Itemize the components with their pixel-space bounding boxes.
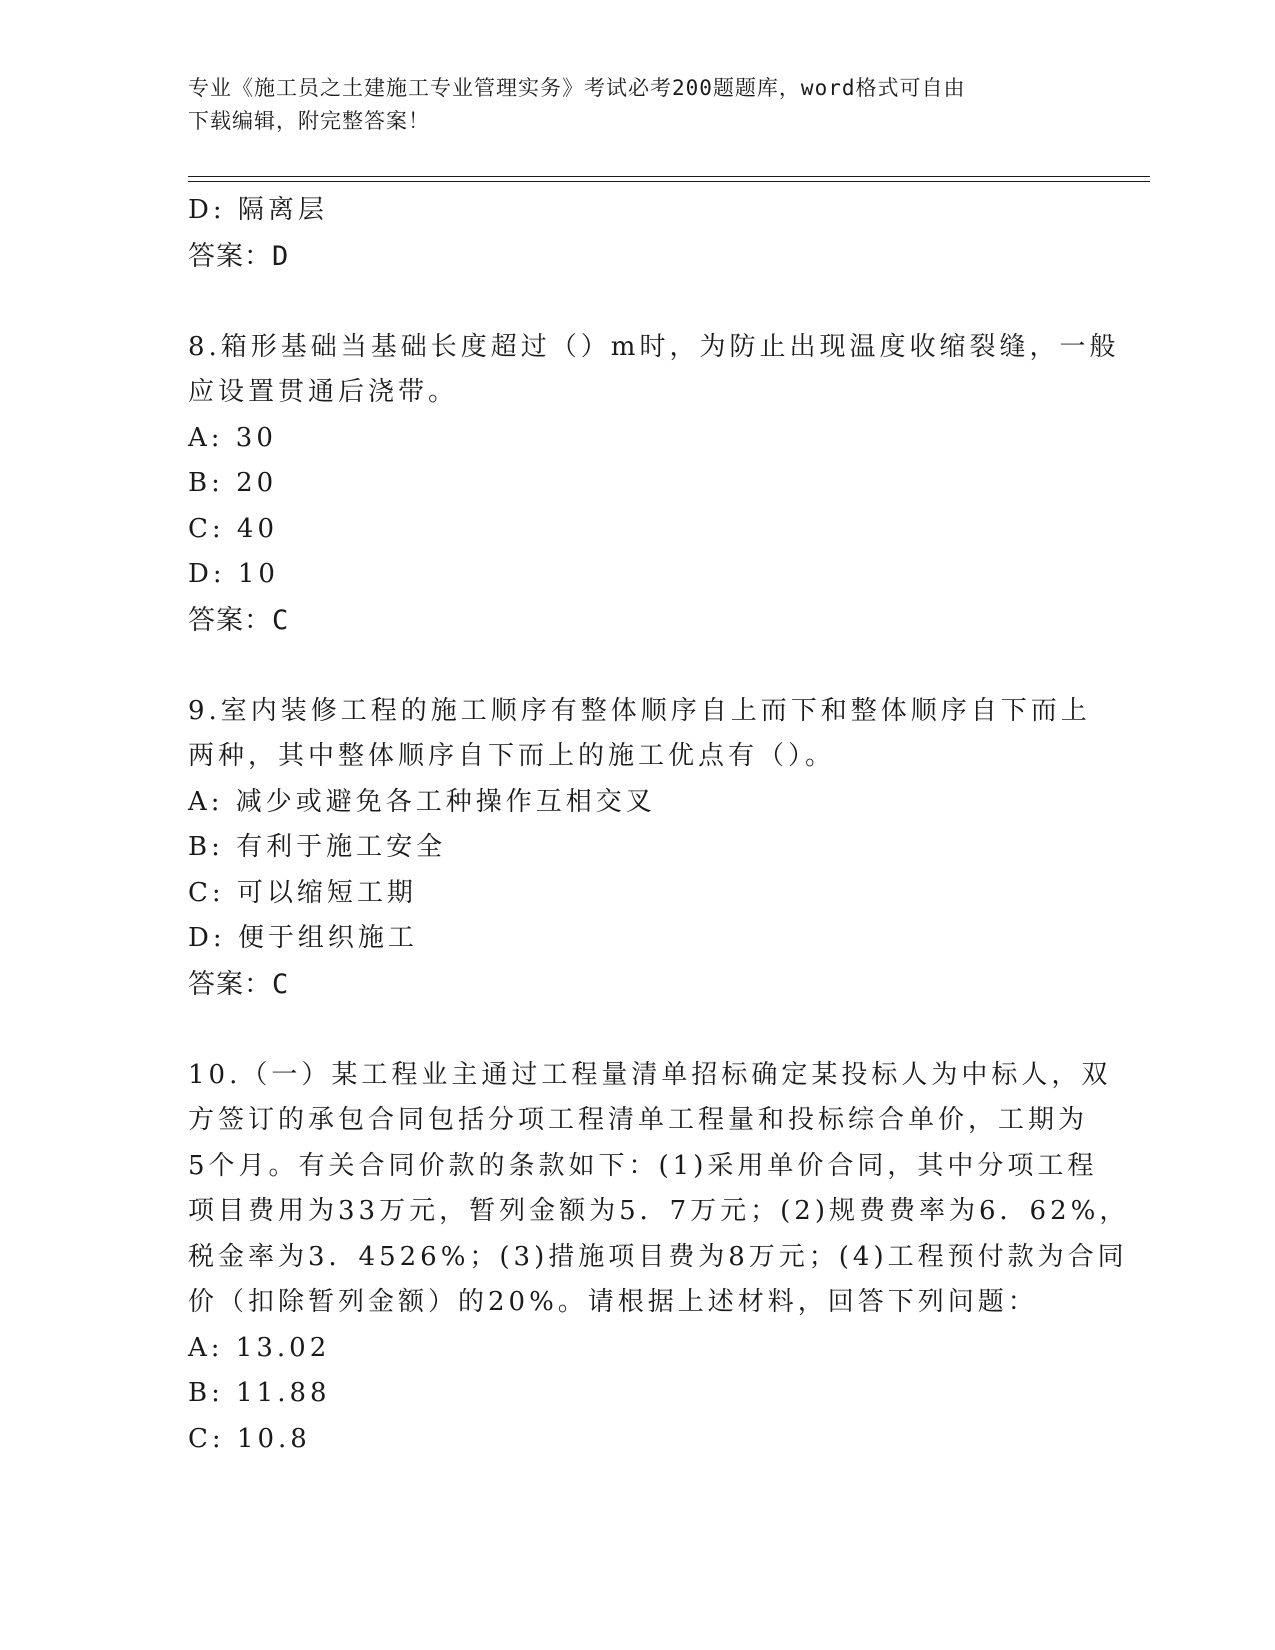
question-8-text-line-1: 8.箱形基础当基础长度超过（）m时，为防止出现温度收缩裂缝，一般: [188, 331, 1120, 362]
question-9-answer: 答案：C: [188, 968, 290, 1000]
question-9: [188, 689, 1091, 1008]
prev-option-d: D: 隔离层: [188, 195, 328, 225]
question-9-option-d: D: 便于组织施工: [188, 923, 418, 953]
question-list: [188, 188, 1130, 1462]
question-9-option-a: A: 减少或避免各工种操作互相交叉: [188, 786, 656, 817]
question-8-answer: 答案：C: [188, 604, 290, 636]
document-header: [188, 72, 1068, 138]
header-rule-bottom: [188, 181, 1150, 182]
prev-answer: 答案：D: [188, 240, 290, 272]
question-8: [188, 325, 1120, 644]
question-9-option-c: C: 可以缩短工期: [188, 877, 417, 908]
question-8-option-d: D: 10: [188, 559, 279, 589]
question-10-option-a: A: 13.02: [188, 1332, 331, 1363]
question-8-option-a: A: 30: [188, 422, 277, 453]
question-10-option-c: C: 10.8: [188, 1423, 311, 1454]
question-10-text-line-1: 10.（一）某工程业主通过工程量清单招标确定某投标人为中标人，双: [188, 1059, 1112, 1090]
question-10: [188, 1053, 1130, 1463]
question-10-text-line-2: 方签订的承包合同包括分项工程清单工程量和投标综合单价，工期为: [188, 1105, 1089, 1135]
question-10-text-line-4: 项目费用为33万元，暂列金额为5．7万元；(2)规费费率为6．62%，: [188, 1196, 1130, 1226]
question-10-text-line-5: 税金率为3．4526%；(3)措施项目费为8万元；(4)工程预付款为合同: [188, 1241, 1128, 1272]
question-9-option-b: B: 有利于施工安全: [188, 832, 447, 862]
spacer: [188, 643, 1088, 689]
spacer: [188, 279, 1088, 325]
question-8-option-c: C: 40: [188, 513, 279, 544]
question-9-text-line-1: 9.室内装修工程的施工顺序有整体顺序自上而下和整体顺序自下而上: [188, 695, 1091, 726]
spacer: [188, 1007, 1088, 1053]
header-rule-top: [188, 176, 1150, 177]
question-8-text-line-2: 应设置贯通后浇带。: [188, 377, 459, 407]
question-9-text-line-2: 两种，其中整体顺序自下而上的施工优点有（）。: [188, 741, 836, 771]
question-10-option-b: B: 11.88: [188, 1378, 331, 1408]
question-8-option-b: B: 20: [188, 468, 278, 498]
header-line-2: 下载编辑，附完整答案！: [188, 109, 430, 133]
header-line-1: 专业《施工员之土建施工专业管理实务》考试必考200题题库，word格式可自由: [188, 76, 966, 100]
question-10-text-line-6: 价（扣除暂列金额）的20%。请根据上述材料，回答下列问题：: [188, 1287, 1038, 1317]
question-10-text-line-3: 5个月。有关合同价款的条款如下：(1)采用单价合同，其中分项工程: [188, 1150, 1098, 1181]
